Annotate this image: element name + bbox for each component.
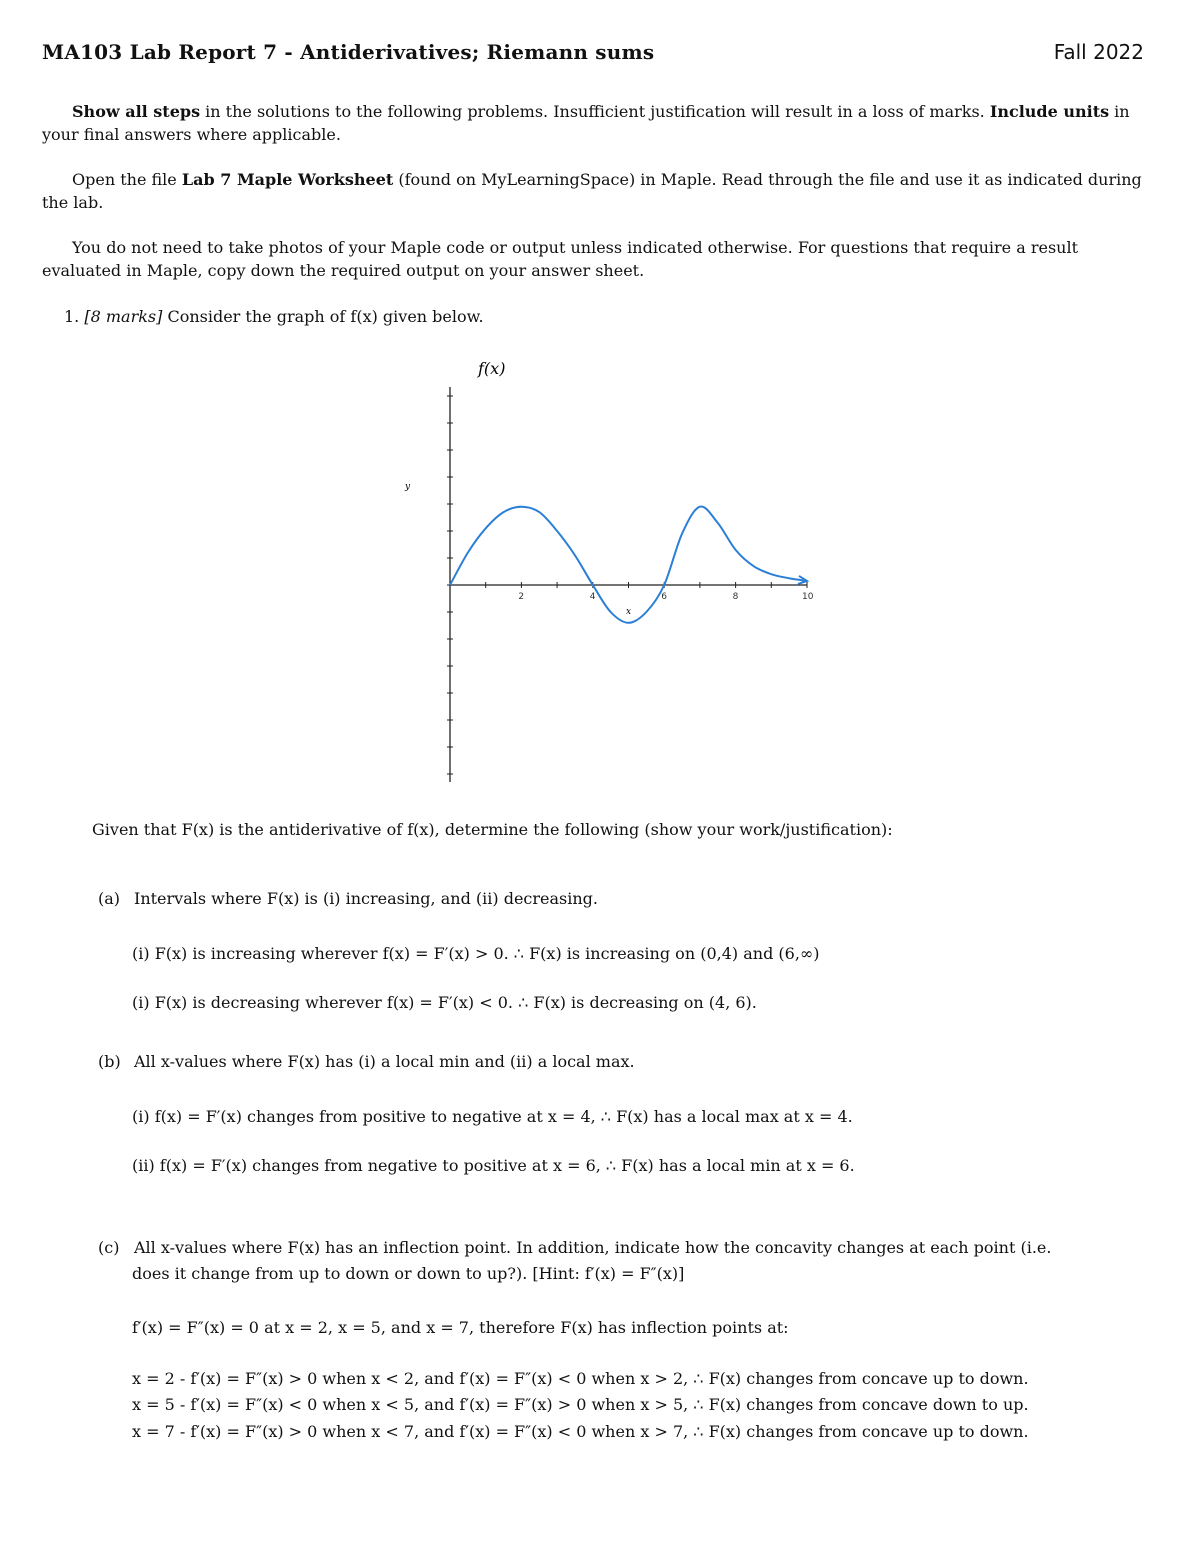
intro-paragraph-2 <box>42 168 1144 214</box>
y-axis-label: y <box>405 482 411 492</box>
part-c-inflection-3: x = 7 - f′(x) = F″(x) > 0 when x < 7, and f′(x) = F″(x) < 0 when x > 7, ∴ F(x) changes from concave up to down. <box>132 1422 1029 1441</box>
function-graph <box>395 352 825 792</box>
part-a <box>98 887 1148 910</box>
document-page <box>42 40 1144 328</box>
part-c-inflection-2: x = 5 - f′(x) = F″(x) < 0 when x < 5, and f′(x) = F″(x) > 0 when x > 5, ∴ F(x) changes from concave down to up. <box>132 1395 1029 1414</box>
part-a-answer-i: (i) F(x) is increasing wherever f(x) = F′(x) > 0. ∴ F(x) is increasing on (0,4) and (6,∞) <box>132 944 820 963</box>
header <box>42 40 1144 64</box>
intro-paragraph-1 <box>42 100 1144 146</box>
x-tick-label: 2 <box>518 592 525 602</box>
part-b-text: All x-values where F(x) has (i) a local min and (ii) a local max. <box>134 1052 635 1071</box>
intro-text: (found on MyLearningSpace) in Maple. Read through the file and use it as indicated during the lab. <box>42 170 1142 212</box>
part-b <box>98 1050 1148 1073</box>
part-c-text-line1: All x-values where F(x) has an inflection point. In addition, indicate how the concavity changes at each point (i.e. <box>134 1238 1052 1257</box>
intro-text: in your final answers where applicable. <box>42 102 1130 144</box>
x-axis-label: x <box>626 607 632 617</box>
given-statement: Given that F(x) is the antiderivative of f(x), determine the following (show your work/justification): <box>92 820 893 839</box>
part-a-label: (a) <box>98 889 121 908</box>
part-b-label: (b) <box>98 1052 121 1071</box>
bold-worksheet-name: Lab 7 Maple Worksheet <box>181 170 394 189</box>
function-curve <box>450 507 807 623</box>
question-number: 1. <box>64 307 80 326</box>
term-label: Fall 2022 <box>1053 40 1144 64</box>
part-c-zeros: f′(x) = F″(x) = 0 at x = 2, x = 5, and x = 7, therefore F(x) has inflection points at: <box>132 1318 789 1337</box>
part-c-text-line2: does it change from up to down or down to up?). [Hint: f′(x) = F″(x)] <box>132 1264 685 1283</box>
part-a-answer-ii: (i) F(x) is decreasing wherever f(x) = F′(x) < 0. ∴ F(x) is decreasing on (4, 6). <box>132 993 757 1012</box>
x-tick-label: 10 <box>802 592 814 602</box>
x-tick-label: 8 <box>732 592 739 602</box>
x-tick-label: 4 <box>589 592 596 602</box>
question-marks: [8 marks] <box>84 307 163 326</box>
bold-show-all-steps: Show all steps <box>72 102 201 121</box>
x-tick-label: 6 <box>661 592 667 602</box>
part-b-answer-i: (i) f(x) = F′(x) changes from positive to negative at x = 4, ∴ F(x) has a local max at x = 4. <box>132 1107 853 1126</box>
part-a-text: Intervals where F(x) is (i) increasing, and (ii) decreasing. <box>134 889 598 908</box>
intro-text: in the solutions to the following problems. Insufficient justification will result in a loss of marks. <box>200 102 990 121</box>
document-title: MA103 Lab Report 7 - Antiderivatives; Riemann sums <box>42 40 655 64</box>
intro-paragraph-3: You do not need to take photos of your Maple code or output unless indicated otherwise. For questions that require a result evaluated in Maple, copy down the required output on your answer sheet. <box>42 238 1078 280</box>
part-c-label: (c) <box>98 1238 120 1257</box>
part-c <box>98 1236 1148 1259</box>
part-b-answer-ii: (ii) f(x) = F′(x) changes from negative to positive at x = 6, ∴ F(x) has a local min at x = 6. <box>132 1156 855 1175</box>
question-text: Consider the graph of f(x) given below. <box>162 307 484 326</box>
part-c-inflection-1: x = 2 - f′(x) = F″(x) > 0 when x < 2, and f′(x) = F″(x) < 0 when x > 2, ∴ F(x) changes from concave up to down. <box>132 1369 1029 1388</box>
question-1 <box>64 305 1144 328</box>
intro-text: Open the file <box>72 170 182 189</box>
bold-include-units: Include units <box>989 102 1110 121</box>
chart-title: f(x) <box>478 359 506 378</box>
